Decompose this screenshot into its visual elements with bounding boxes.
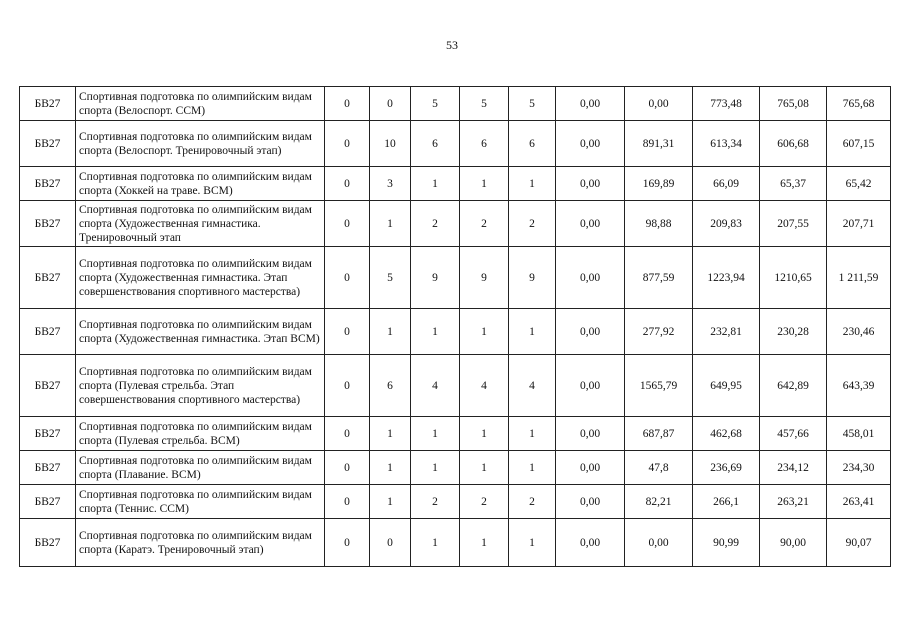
value-cell: 90,99 [693, 519, 760, 567]
value-cell: 98,88 [625, 201, 693, 247]
row-code: БВ27 [20, 485, 76, 519]
value-cell: 0 [325, 87, 370, 121]
data-table [19, 86, 891, 567]
row-code: БВ27 [20, 451, 76, 485]
value-cell: 234,12 [760, 451, 827, 485]
value-cell: 4 [411, 355, 460, 417]
value-cell: 1210,65 [760, 247, 827, 309]
value-cell: 0 [325, 247, 370, 309]
table-row [20, 485, 891, 519]
row-code: БВ27 [20, 355, 76, 417]
row-description: Спортивная подготовка по олимпийским видам спорта (Художественная гимнастика. Тренировочный этап [76, 201, 325, 247]
value-cell: 877,59 [625, 247, 693, 309]
table-row [20, 121, 891, 167]
value-cell: 2 [460, 201, 509, 247]
value-cell: 9 [460, 247, 509, 309]
value-cell: 0,00 [556, 355, 625, 417]
value-cell: 0,00 [556, 485, 625, 519]
value-cell: 0 [325, 309, 370, 355]
row-code: БВ27 [20, 167, 76, 201]
table-row [20, 167, 891, 201]
value-cell: 9 [411, 247, 460, 309]
table-row [20, 87, 891, 121]
value-cell: 66,09 [693, 167, 760, 201]
value-cell: 0 [370, 519, 411, 567]
value-cell: 1 [460, 309, 509, 355]
value-cell: 687,87 [625, 417, 693, 451]
row-description: Спортивная подготовка по олимпийским видам спорта (Теннис. ССМ) [76, 485, 325, 519]
value-cell: 47,8 [625, 451, 693, 485]
value-cell: 1 [460, 451, 509, 485]
value-cell: 207,71 [827, 201, 891, 247]
value-cell: 1 [460, 167, 509, 201]
value-cell: 232,81 [693, 309, 760, 355]
value-cell: 891,31 [625, 121, 693, 167]
table-row [20, 201, 891, 247]
table-row [20, 417, 891, 451]
row-description: Спортивная подготовка по олимпийским видам спорта (Хоккей на траве. ВСМ) [76, 167, 325, 201]
value-cell: 0 [325, 355, 370, 417]
row-description: Спортивная подготовка по олимпийским видам спорта (Пулевая стрельба. Этап совершенствования спортивного мастерства) [76, 355, 325, 417]
value-cell: 1 [411, 417, 460, 451]
value-cell: 606,68 [760, 121, 827, 167]
table-row [20, 451, 891, 485]
value-cell: 4 [509, 355, 556, 417]
value-cell: 462,68 [693, 417, 760, 451]
value-cell: 3 [370, 167, 411, 201]
value-cell: 5 [411, 87, 460, 121]
value-cell: 0 [325, 485, 370, 519]
value-cell: 1 [370, 451, 411, 485]
value-cell: 0 [325, 519, 370, 567]
value-cell: 2 [411, 485, 460, 519]
value-cell: 607,15 [827, 121, 891, 167]
value-cell: 765,68 [827, 87, 891, 121]
value-cell: 1 [370, 201, 411, 247]
table-row [20, 309, 891, 355]
value-cell: 1 [509, 417, 556, 451]
table-row [20, 247, 891, 309]
value-cell: 649,95 [693, 355, 760, 417]
table-row [20, 519, 891, 567]
value-cell: 0 [325, 121, 370, 167]
value-cell: 613,34 [693, 121, 760, 167]
value-cell: 1 [509, 309, 556, 355]
value-cell: 263,21 [760, 485, 827, 519]
value-cell: 1 [411, 451, 460, 485]
value-cell: 1 [509, 451, 556, 485]
value-cell: 263,41 [827, 485, 891, 519]
value-cell: 1 [370, 485, 411, 519]
row-description: Спортивная подготовка по олимпийским видам спорта (Плавание. ВСМ) [76, 451, 325, 485]
value-cell: 5 [370, 247, 411, 309]
value-cell: 5 [509, 87, 556, 121]
value-cell: 458,01 [827, 417, 891, 451]
value-cell: 207,55 [760, 201, 827, 247]
table-row [20, 355, 891, 417]
value-cell: 230,28 [760, 309, 827, 355]
page-number: 53 [446, 38, 458, 52]
value-cell: 0,00 [625, 519, 693, 567]
value-cell: 643,39 [827, 355, 891, 417]
row-description: Спортивная подготовка по олимпийским видам спорта (Велоспорт. ССМ) [76, 87, 325, 121]
value-cell: 266,1 [693, 485, 760, 519]
value-cell: 1 [370, 417, 411, 451]
value-cell: 0 [325, 451, 370, 485]
value-cell: 5 [460, 87, 509, 121]
row-description: Спортивная подготовка по олимпийским видам спорта (Велоспорт. Тренировочный этап) [76, 121, 325, 167]
row-code: БВ27 [20, 121, 76, 167]
value-cell: 1 [411, 309, 460, 355]
value-cell: 0,00 [556, 87, 625, 121]
value-cell: 0 [325, 417, 370, 451]
value-cell: 234,30 [827, 451, 891, 485]
value-cell: 4 [460, 355, 509, 417]
value-cell: 0,00 [556, 417, 625, 451]
value-cell: 0,00 [556, 167, 625, 201]
row-description: Спортивная подготовка по олимпийским видам спорта (Художественная гимнастика. Этап совершенствования спортивного мастерства) [76, 247, 325, 309]
value-cell: 6 [460, 121, 509, 167]
value-cell: 0,00 [625, 87, 693, 121]
value-cell: 1565,79 [625, 355, 693, 417]
value-cell: 90,00 [760, 519, 827, 567]
row-code: БВ27 [20, 309, 76, 355]
value-cell: 642,89 [760, 355, 827, 417]
value-cell: 1 [509, 519, 556, 567]
value-cell: 0,00 [556, 451, 625, 485]
value-cell: 2 [509, 201, 556, 247]
row-code: БВ27 [20, 201, 76, 247]
value-cell: 0,00 [556, 201, 625, 247]
value-cell: 230,46 [827, 309, 891, 355]
value-cell: 2 [460, 485, 509, 519]
value-cell: 82,21 [625, 485, 693, 519]
value-cell: 0,00 [556, 519, 625, 567]
value-cell: 65,42 [827, 167, 891, 201]
value-cell: 6 [411, 121, 460, 167]
value-cell: 773,48 [693, 87, 760, 121]
value-cell: 2 [411, 201, 460, 247]
row-code: БВ27 [20, 87, 76, 121]
value-cell: 6 [509, 121, 556, 167]
value-cell: 236,69 [693, 451, 760, 485]
value-cell: 65,37 [760, 167, 827, 201]
row-code: БВ27 [20, 519, 76, 567]
value-cell: 1223,94 [693, 247, 760, 309]
value-cell: 6 [370, 355, 411, 417]
value-cell: 2 [509, 485, 556, 519]
value-cell: 90,07 [827, 519, 891, 567]
value-cell: 1 [460, 417, 509, 451]
value-cell: 0,00 [556, 121, 625, 167]
value-cell: 277,92 [625, 309, 693, 355]
value-cell: 209,83 [693, 201, 760, 247]
value-cell: 9 [509, 247, 556, 309]
value-cell: 1 [411, 167, 460, 201]
row-description: Спортивная подготовка по олимпийским видам спорта (Художественная гимнастика. Этап ВСМ) [76, 309, 325, 355]
value-cell: 10 [370, 121, 411, 167]
value-cell: 1 [370, 309, 411, 355]
value-cell: 1 [460, 519, 509, 567]
row-description: Спортивная подготовка по олимпийским видам спорта (Каратэ. Тренировочный этап) [76, 519, 325, 567]
value-cell: 1 [509, 167, 556, 201]
row-code: БВ27 [20, 417, 76, 451]
value-cell: 1 [411, 519, 460, 567]
row-description: Спортивная подготовка по олимпийским видам спорта (Пулевая стрельба. ВСМ) [76, 417, 325, 451]
value-cell: 765,08 [760, 87, 827, 121]
value-cell: 0,00 [556, 247, 625, 309]
value-cell: 169,89 [625, 167, 693, 201]
value-cell: 0 [325, 167, 370, 201]
value-cell: 0 [325, 201, 370, 247]
value-cell: 0,00 [556, 309, 625, 355]
value-cell: 1 211,59 [827, 247, 891, 309]
value-cell: 457,66 [760, 417, 827, 451]
row-code: БВ27 [20, 247, 76, 309]
value-cell: 0 [370, 87, 411, 121]
